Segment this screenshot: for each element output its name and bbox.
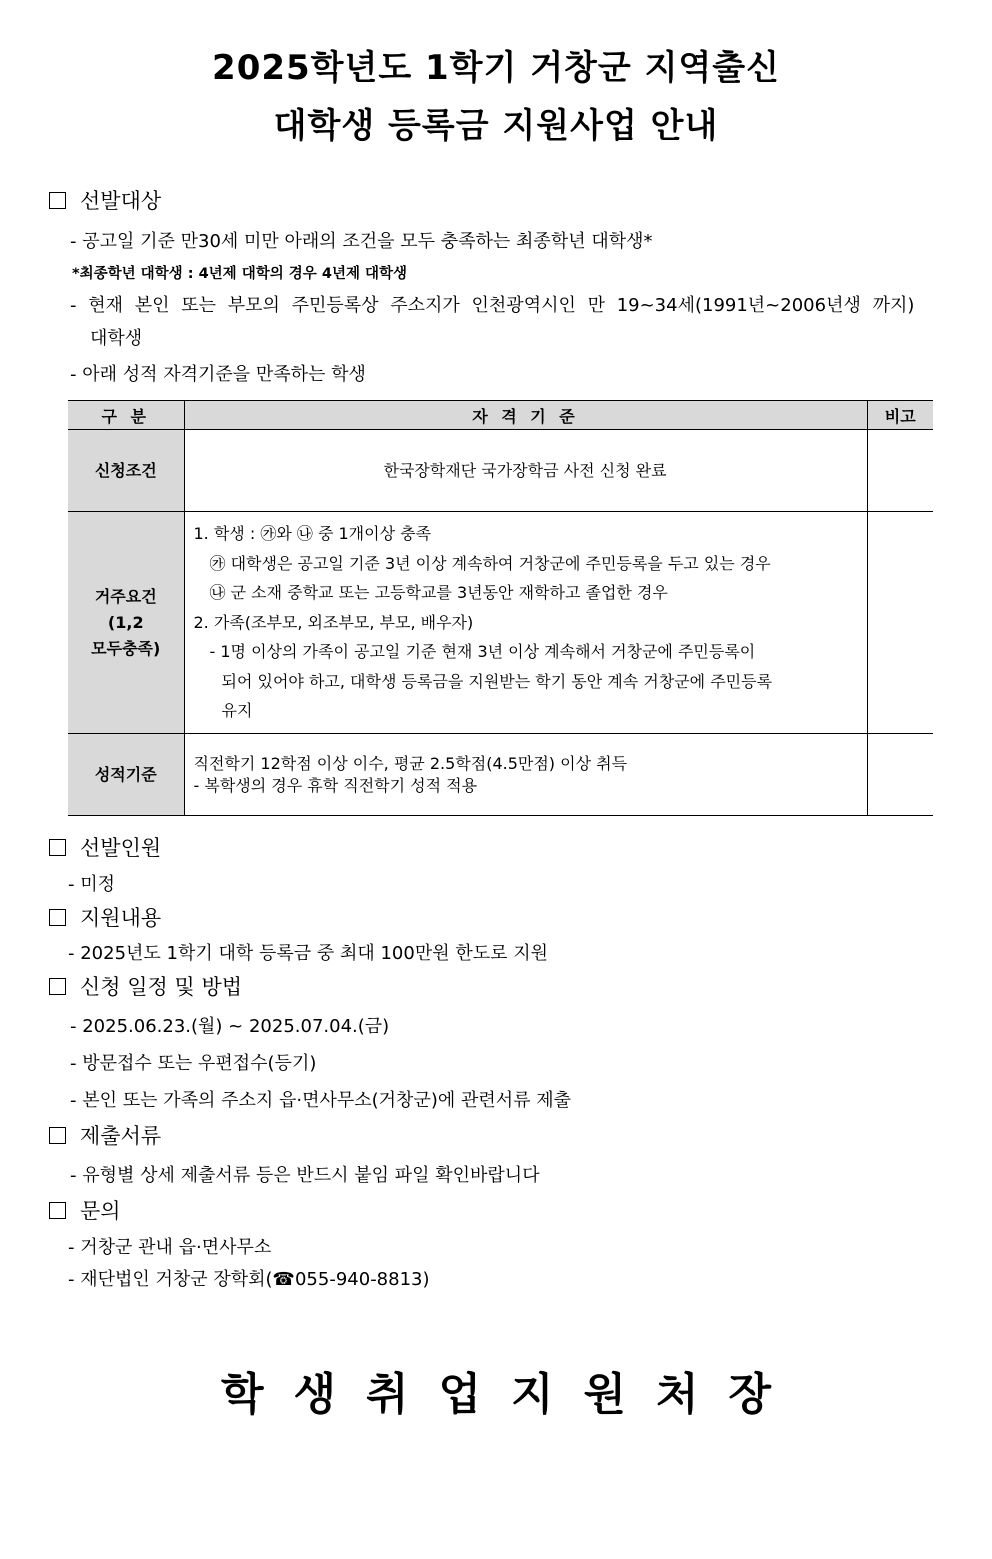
table-row [68, 430, 933, 512]
content-line: 되어 있어야 하고, 대학생 등록금을 지원받는 학기 동안 계속 거창군에 주민등록 [221, 671, 773, 691]
document-title-line2: 대학생 등록금 지원사업 안내 [273, 106, 719, 146]
list-item: - 공고일 기준 만30세 미만 아래의 조건을 모두 충족하는 최종학년 대학생* [70, 231, 653, 252]
list-item: - 본인 또는 가족의 주소지 읍·면사무소(거창군)에 관련서류 제출 [70, 1090, 572, 1111]
list-item: - 방문접수 또는 우편접수(등기) [70, 1053, 317, 1074]
list-item: - 2025.06.23.(월) ~ 2025.07.04.(금) [70, 1016, 390, 1037]
section-heading: 문의 [80, 1199, 121, 1223]
section-selection-count [49, 832, 161, 862]
table-row [68, 512, 933, 734]
checkbox-square-icon [49, 978, 66, 995]
content-line: 유지 [221, 701, 253, 721]
content-line: ㉮ 대학생은 공고일 기준 3년 이상 계속하여 거창군에 주민등록을 두고 있는 경우 [209, 553, 771, 573]
column-header: 구 분 [68, 401, 184, 430]
section-selection-target [49, 185, 161, 215]
section-heading: 제출서류 [80, 1124, 162, 1148]
row-content [184, 512, 867, 734]
row-content [184, 734, 867, 816]
section-schedule [49, 971, 242, 1001]
section-heading: 신청 일정 및 방법 [80, 975, 243, 999]
section-heading: 선발인원 [80, 836, 162, 860]
row-remark [867, 734, 933, 816]
section-inquiry [49, 1195, 121, 1225]
issuer-signature: 학생취업지원처장 [220, 1369, 802, 1420]
footnote: *최종학년 대학생 : 4년제 대학의 경우 4년제 대학생 [72, 266, 408, 282]
content-line: ㉯ 군 소재 중학교 또는 고등학교를 3년동안 재학하고 졸업한 경우 [209, 583, 668, 603]
checkbox-square-icon [49, 1202, 66, 1219]
table-header-row [68, 401, 933, 430]
checkbox-square-icon [49, 192, 66, 209]
list-item: - 미정 [68, 874, 115, 895]
section-heading: 지원내용 [80, 906, 162, 930]
document-title-line1: 2025학년도 1학기 거창군 지역출신 [212, 48, 780, 88]
section-support [49, 902, 161, 932]
column-header: 자 격 기 준 [184, 401, 867, 430]
row-remark [867, 430, 933, 512]
row-label-line: 모두충족) [91, 638, 161, 658]
content-line: 직전학기 12학점 이상 이수, 평균 2.5학점(4.5만점) 이상 취득 [193, 753, 628, 773]
criteria-table [68, 400, 933, 816]
checkbox-square-icon [49, 839, 66, 856]
list-item: - 아래 성적 자격기준을 만족하는 학생 [70, 364, 366, 385]
row-remark [867, 512, 933, 734]
list-item: - 재단법인 거창군 장학회(☎055-940-8813) [68, 1269, 430, 1290]
row-label-line: (1,2 [107, 612, 144, 632]
row-label-line: 거주요건 [94, 586, 157, 606]
list-item: - 유형별 상세 제출서류 등은 반드시 붙임 파일 확인바랍니다 [70, 1165, 540, 1186]
content-line: - 1명 이상의 가족이 공고일 기준 현재 3년 이상 계속해서 거창군에 주민등록이 [209, 642, 756, 662]
table-row [68, 734, 933, 816]
list-item: - 거창군 관내 읍·면사무소 [68, 1237, 272, 1258]
section-heading: 선발대상 [80, 189, 162, 213]
checkbox-square-icon [49, 909, 66, 926]
row-label [68, 512, 184, 734]
row-label: 성적기준 [68, 734, 184, 816]
column-header: 비고 [867, 401, 933, 430]
section-documents [49, 1120, 161, 1150]
content-line: - 복학생의 경우 휴학 직전학기 성적 적용 [193, 775, 478, 795]
content-line: 2. 가족(조부모, 외조부모, 부모, 배우자) [193, 612, 474, 632]
row-content: 한국장학재단 국가장학금 사전 신청 완료 [184, 430, 867, 512]
content-line: 1. 학생 : ㉮와 ㉯ 중 1개이상 충족 [193, 524, 432, 544]
list-item: - 2025년도 1학기 대학 등록금 중 최대 100만원 한도로 지원 [68, 943, 548, 964]
list-item-continuation: 대학생 [90, 328, 143, 349]
row-label: 신청조건 [68, 430, 184, 512]
checkbox-square-icon [49, 1127, 66, 1144]
list-item: - 현재 본인 또는 부모의 주민등록상 주소지가 인천광역시인 만 19~34세(1991년~2006년생 까지) [70, 295, 915, 316]
